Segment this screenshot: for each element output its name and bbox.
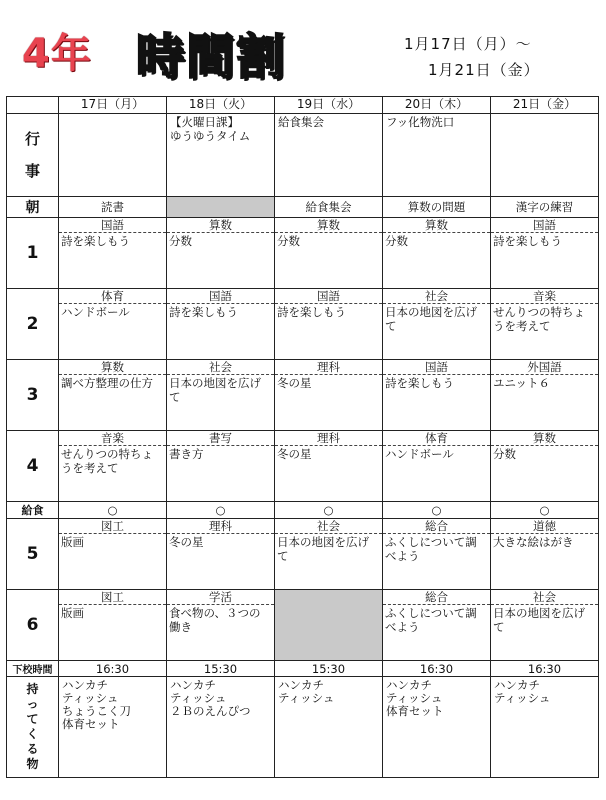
date-range-start: 1月17日（月）〜 xyxy=(404,35,532,53)
period-cell: 理科 冬の星 xyxy=(275,360,383,431)
period-cell: 書写 書き方 xyxy=(167,431,275,502)
period-cell: 体育 ハンドボール xyxy=(59,289,167,360)
period-cell: 国語 詩を楽しもう xyxy=(275,289,383,360)
morning-cell: 給食集会 xyxy=(275,197,383,218)
bring-items: ハンカチ ティッシュ ちょうこく刀 体育セット xyxy=(59,677,167,778)
period-cell: 総合 ふくしについて調べよう xyxy=(383,590,491,661)
date-range-end: 1月21日（金） xyxy=(428,61,540,79)
period-cell: 社会 日本の地図を広げて xyxy=(167,360,275,431)
period-cell: 体育 ハンドボール xyxy=(383,431,491,502)
period-cell: 社会 日本の地図を広げて xyxy=(383,289,491,360)
bring-items: ハンカチ ティッシュ xyxy=(491,677,599,778)
period-cell: 理科 冬の星 xyxy=(167,519,275,590)
period-cell: 学活 食べ物の、３つの働き xyxy=(167,590,275,661)
dismissal-time: 16:30 xyxy=(383,661,491,677)
period-cell: 総合 ふくしについて調べよう xyxy=(383,519,491,590)
row-label-morning: 朝 xyxy=(7,197,59,218)
period-cell: 社会 日本の地図を広げて xyxy=(491,590,599,661)
row-label-bring: 持 っ て く る 物 xyxy=(7,677,59,778)
period-cell: 図工 版画 xyxy=(59,590,167,661)
row-label-dismissal: 下校時間 xyxy=(7,661,59,677)
day-header-wed: 19日（水） xyxy=(275,97,383,114)
period-cell: 国語 詩を楽しもう xyxy=(167,289,275,360)
day-header-fri: 21日（金） xyxy=(491,97,599,114)
bring-items: ハンカチ ティッシュ ２Ｂのえんぴつ xyxy=(167,677,275,778)
period-cell: 音楽 せんりつの特ちょうを考えて xyxy=(59,431,167,502)
lunch-cell: ○ xyxy=(275,502,383,519)
period-cell: 外国語 ユニット６ xyxy=(491,360,599,431)
dismissal-time: 15:30 xyxy=(167,661,275,677)
morning-cell: 漢字の練習 xyxy=(491,197,599,218)
period-cell: 社会 日本の地図を広げて xyxy=(275,519,383,590)
period-cell: 道徳 大きな絵はがき xyxy=(491,519,599,590)
period-cell: 算数 分数 xyxy=(491,431,599,502)
event-cell xyxy=(59,114,167,197)
period-label: 5 xyxy=(7,519,59,590)
period-cell: 算数 分数 xyxy=(167,218,275,289)
period-cell: 算数 調べ方整理の仕方 xyxy=(59,360,167,431)
period-cell: 音楽 せんりつの特ちょうを考えて xyxy=(491,289,599,360)
morning-cell: 算数の問題 xyxy=(383,197,491,218)
row-label-events: 行 事 xyxy=(7,114,59,197)
dismissal-time: 15:30 xyxy=(275,661,383,677)
period-label: 4 xyxy=(7,431,59,502)
event-cell: 給食集会 xyxy=(275,114,383,197)
period-cell: 算数 分数 xyxy=(275,218,383,289)
lunch-cell: ○ xyxy=(167,502,275,519)
page-title: 時間割 xyxy=(136,29,287,85)
period-label: 1 xyxy=(7,218,59,289)
timetable xyxy=(6,96,599,778)
period-label: 3 xyxy=(7,360,59,431)
morning-cell xyxy=(167,197,275,218)
lunch-cell: ○ xyxy=(59,502,167,519)
row-label-lunch: 給食 xyxy=(7,502,59,519)
event-cell xyxy=(491,114,599,197)
bring-items: ハンカチ ティッシュ 体育セット xyxy=(383,677,491,778)
period-cell: 国語 詩を楽しもう xyxy=(383,360,491,431)
lunch-cell: ○ xyxy=(383,502,491,519)
grade-title: 4年 xyxy=(22,31,92,77)
morning-cell: 読書 xyxy=(59,197,167,218)
day-header-tue: 18日（火） xyxy=(167,97,275,114)
period-label: 6 xyxy=(7,590,59,661)
event-cell: 【火曜日課】 ゆうゆうタイム xyxy=(167,114,275,197)
period-cell: 算数 分数 xyxy=(383,218,491,289)
corner-cell xyxy=(7,97,59,114)
event-cell: フッ化物洗口 xyxy=(383,114,491,197)
bring-items: ハンカチ ティッシュ xyxy=(275,677,383,778)
period-cell: 国語 詩を楽しもう xyxy=(59,218,167,289)
dismissal-time: 16:30 xyxy=(491,661,599,677)
lunch-cell: ○ xyxy=(491,502,599,519)
period-label: 2 xyxy=(7,289,59,360)
period-cell-empty xyxy=(275,590,383,661)
period-cell: 国語 詩を楽しもう xyxy=(491,218,599,289)
day-header-thu: 20日（木） xyxy=(383,97,491,114)
period-cell: 図工 版画 xyxy=(59,519,167,590)
dismissal-time: 16:30 xyxy=(59,661,167,677)
period-cell: 理科 冬の星 xyxy=(275,431,383,502)
day-header-mon: 17日（月） xyxy=(59,97,167,114)
